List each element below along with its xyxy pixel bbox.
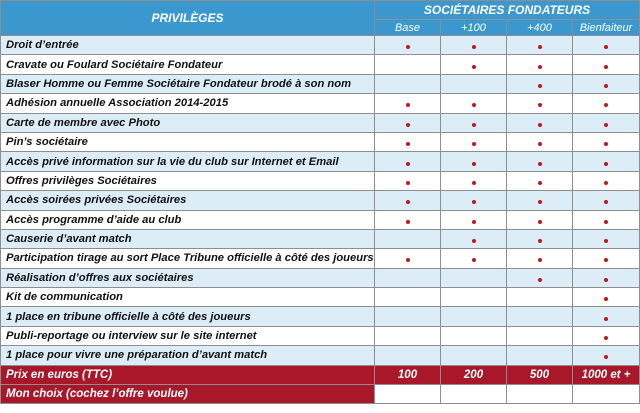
mark-cell-base: [375, 36, 441, 55]
included-dot-icon: [604, 317, 608, 321]
included-dot-icon: [406, 162, 410, 166]
included-dot-icon: [472, 258, 476, 262]
mark-cell-bienfaiteur: [573, 191, 640, 210]
privilege-label: Droit d’entrée: [1, 36, 375, 55]
privilege-label: Causerie d’avant match: [1, 229, 375, 248]
mark-cell-bienfaiteur: [573, 346, 640, 365]
price-value-400: 500: [507, 365, 573, 384]
included-dot-icon: [406, 220, 410, 224]
included-dot-icon: [604, 123, 608, 127]
mark-cell-400: [507, 210, 573, 229]
included-dot-icon: [472, 200, 476, 204]
included-dot-icon: [538, 200, 542, 204]
mark-cell-base: [375, 307, 441, 326]
mark-cell-100: [441, 74, 507, 93]
tier-header-100: +100: [441, 20, 507, 36]
privilege-label: 1 place pour vivre une préparation d’avant match: [1, 346, 375, 365]
mark-cell-bienfaiteur: [573, 288, 640, 307]
privilege-row: [1, 210, 640, 229]
included-dot-icon: [604, 162, 608, 166]
privilege-label: Accès soirées privées Sociétaires: [1, 191, 375, 210]
privilege-row: [1, 268, 640, 287]
mark-cell-100: [441, 249, 507, 268]
privilege-row: [1, 36, 640, 55]
privilege-label: Cravate ou Foulard Sociétaire Fondateur: [1, 55, 375, 74]
included-dot-icon: [538, 181, 542, 185]
mark-cell-bienfaiteur: [573, 268, 640, 287]
mark-cell-100: [441, 94, 507, 113]
mark-cell-base: [375, 229, 441, 248]
mark-cell-400: [507, 191, 573, 210]
included-dot-icon: [604, 336, 608, 340]
included-dot-icon: [604, 239, 608, 243]
price-label: Prix en euros (TTC): [1, 365, 375, 384]
included-dot-icon: [538, 142, 542, 146]
tier-header-bienfaiteur: Bienfaiteur: [573, 20, 640, 36]
included-dot-icon: [406, 103, 410, 107]
mark-cell-400: [507, 132, 573, 151]
privilege-row: [1, 171, 640, 190]
included-dot-icon: [604, 355, 608, 359]
included-dot-icon: [406, 181, 410, 185]
mark-cell-100: [441, 326, 507, 345]
privilege-row: [1, 113, 640, 132]
mark-cell-400: [507, 74, 573, 93]
included-dot-icon: [472, 142, 476, 146]
privilege-row: [1, 191, 640, 210]
included-dot-icon: [538, 258, 542, 262]
mark-cell-100: [441, 307, 507, 326]
privilege-label: Carte de membre avec Photo: [1, 113, 375, 132]
privilege-label: 1 place en tribune officielle à côté des joueurs: [1, 307, 375, 326]
mark-cell-base: [375, 94, 441, 113]
mark-cell-base: [375, 74, 441, 93]
choice-label: Mon choix (cochez l’offre voulue): [1, 385, 375, 404]
mark-cell-400: [507, 36, 573, 55]
mark-cell-bienfaiteur: [573, 249, 640, 268]
mark-cell-base: [375, 326, 441, 345]
mark-cell-base: [375, 191, 441, 210]
price-value-base: 100: [375, 365, 441, 384]
privilege-label: Adhésion annuelle Association 2014-2015: [1, 94, 375, 113]
price-value-100: 200: [441, 365, 507, 384]
mark-cell-base: [375, 55, 441, 74]
mark-cell-400: [507, 229, 573, 248]
privilege-row: [1, 74, 640, 93]
included-dot-icon: [472, 220, 476, 224]
mark-cell-100: [441, 113, 507, 132]
privilege-row: [1, 152, 640, 171]
group-header: SOCIÉTAIRES FONDATEURS: [375, 1, 640, 20]
mark-cell-400: [507, 346, 573, 365]
privilege-label: Accès privé information sur la vie du club sur Internet et Email: [1, 152, 375, 171]
privilege-label: Blaser Homme ou Femme Sociétaire Fondateur brodé à son nom: [1, 74, 375, 93]
mark-cell-100: [441, 36, 507, 55]
mark-cell-base: [375, 268, 441, 287]
mark-cell-base: [375, 113, 441, 132]
mark-cell-base: [375, 152, 441, 171]
privilege-row: [1, 55, 640, 74]
included-dot-icon: [604, 258, 608, 262]
mark-cell-400: [507, 326, 573, 345]
included-dot-icon: [604, 142, 608, 146]
mark-cell-400: [507, 171, 573, 190]
mark-cell-bienfaiteur: [573, 113, 640, 132]
included-dot-icon: [406, 258, 410, 262]
mark-cell-bienfaiteur: [573, 55, 640, 74]
privilege-row: [1, 94, 640, 113]
mark-cell-bienfaiteur: [573, 326, 640, 345]
privilege-label: Accès programme d’aide au club: [1, 210, 375, 229]
privilege-label: Publi-reportage ou interview sur le site internet: [1, 326, 375, 345]
mark-cell-bienfaiteur: [573, 229, 640, 248]
mark-cell-400: [507, 307, 573, 326]
included-dot-icon: [604, 103, 608, 107]
mark-cell-bienfaiteur: [573, 74, 640, 93]
mark-cell-bienfaiteur: [573, 171, 640, 190]
privileges-header: PRIVILÈGES: [1, 1, 375, 36]
choice-cell-400[interactable]: [507, 385, 573, 404]
privilege-label: Participation tirage au sort Place Tribune officielle à côté des joueurs: [1, 249, 375, 268]
included-dot-icon: [406, 200, 410, 204]
mark-cell-100: [441, 288, 507, 307]
included-dot-icon: [472, 239, 476, 243]
mark-cell-base: [375, 288, 441, 307]
mark-cell-400: [507, 152, 573, 171]
mark-cell-bienfaiteur: [573, 152, 640, 171]
privilege-label: Pin’s sociétaire: [1, 132, 375, 151]
price-row: [1, 365, 640, 384]
price-value-bienfaiteur: 1000 et +: [573, 365, 640, 384]
included-dot-icon: [604, 297, 608, 301]
mark-cell-base: [375, 171, 441, 190]
mark-cell-base: [375, 249, 441, 268]
tier-header-base: Base: [375, 20, 441, 36]
privilege-label: Réalisation d’offres aux sociétaires: [1, 268, 375, 287]
privileges-rows: [1, 36, 640, 366]
mark-cell-400: [507, 249, 573, 268]
included-dot-icon: [604, 220, 608, 224]
included-dot-icon: [538, 220, 542, 224]
mark-cell-100: [441, 229, 507, 248]
privilege-row: [1, 132, 640, 151]
included-dot-icon: [406, 45, 410, 49]
mark-cell-400: [507, 288, 573, 307]
mark-cell-100: [441, 268, 507, 287]
included-dot-icon: [472, 123, 476, 127]
privilege-row: [1, 288, 640, 307]
privilege-row: [1, 346, 640, 365]
mark-cell-400: [507, 268, 573, 287]
choice-cell-bienfaiteur[interactable]: [573, 385, 640, 404]
mark-cell-bienfaiteur: [573, 94, 640, 113]
privilege-row: [1, 326, 640, 345]
privilege-row: [1, 307, 640, 326]
included-dot-icon: [538, 278, 542, 282]
mark-cell-400: [507, 55, 573, 74]
mark-cell-base: [375, 346, 441, 365]
included-dot-icon: [604, 278, 608, 282]
mark-cell-base: [375, 210, 441, 229]
mark-cell-100: [441, 346, 507, 365]
included-dot-icon: [538, 239, 542, 243]
privilege-label: Offres privilèges Sociétaires: [1, 171, 375, 190]
included-dot-icon: [538, 123, 542, 127]
included-dot-icon: [604, 181, 608, 185]
mark-cell-base: [375, 132, 441, 151]
included-dot-icon: [538, 84, 542, 88]
included-dot-icon: [538, 162, 542, 166]
included-dot-icon: [472, 103, 476, 107]
mark-cell-bienfaiteur: [573, 307, 640, 326]
privilege-label: Kit de communication: [1, 288, 375, 307]
privilege-row: [1, 249, 640, 268]
mark-cell-400: [507, 113, 573, 132]
choice-cell-100[interactable]: [441, 385, 507, 404]
mark-cell-100: [441, 152, 507, 171]
mark-cell-100: [441, 191, 507, 210]
choice-cell-base[interactable]: [375, 385, 441, 404]
mark-cell-bienfaiteur: [573, 36, 640, 55]
mark-cell-400: [507, 94, 573, 113]
included-dot-icon: [604, 84, 608, 88]
mark-cell-100: [441, 171, 507, 190]
included-dot-icon: [604, 200, 608, 204]
choice-row: [1, 385, 640, 404]
mark-cell-100: [441, 132, 507, 151]
mark-cell-bienfaiteur: [573, 210, 640, 229]
included-dot-icon: [406, 142, 410, 146]
tier-header-400: +400: [507, 20, 573, 36]
mark-cell-100: [441, 210, 507, 229]
included-dot-icon: [406, 123, 410, 127]
included-dot-icon: [604, 65, 608, 69]
included-dot-icon: [472, 181, 476, 185]
included-dot-icon: [538, 45, 542, 49]
included-dot-icon: [472, 162, 476, 166]
mark-cell-100: [441, 55, 507, 74]
included-dot-icon: [538, 65, 542, 69]
included-dot-icon: [472, 65, 476, 69]
mark-cell-bienfaiteur: [573, 132, 640, 151]
included-dot-icon: [538, 103, 542, 107]
privilege-row: [1, 229, 640, 248]
included-dot-icon: [604, 45, 608, 49]
included-dot-icon: [472, 45, 476, 49]
